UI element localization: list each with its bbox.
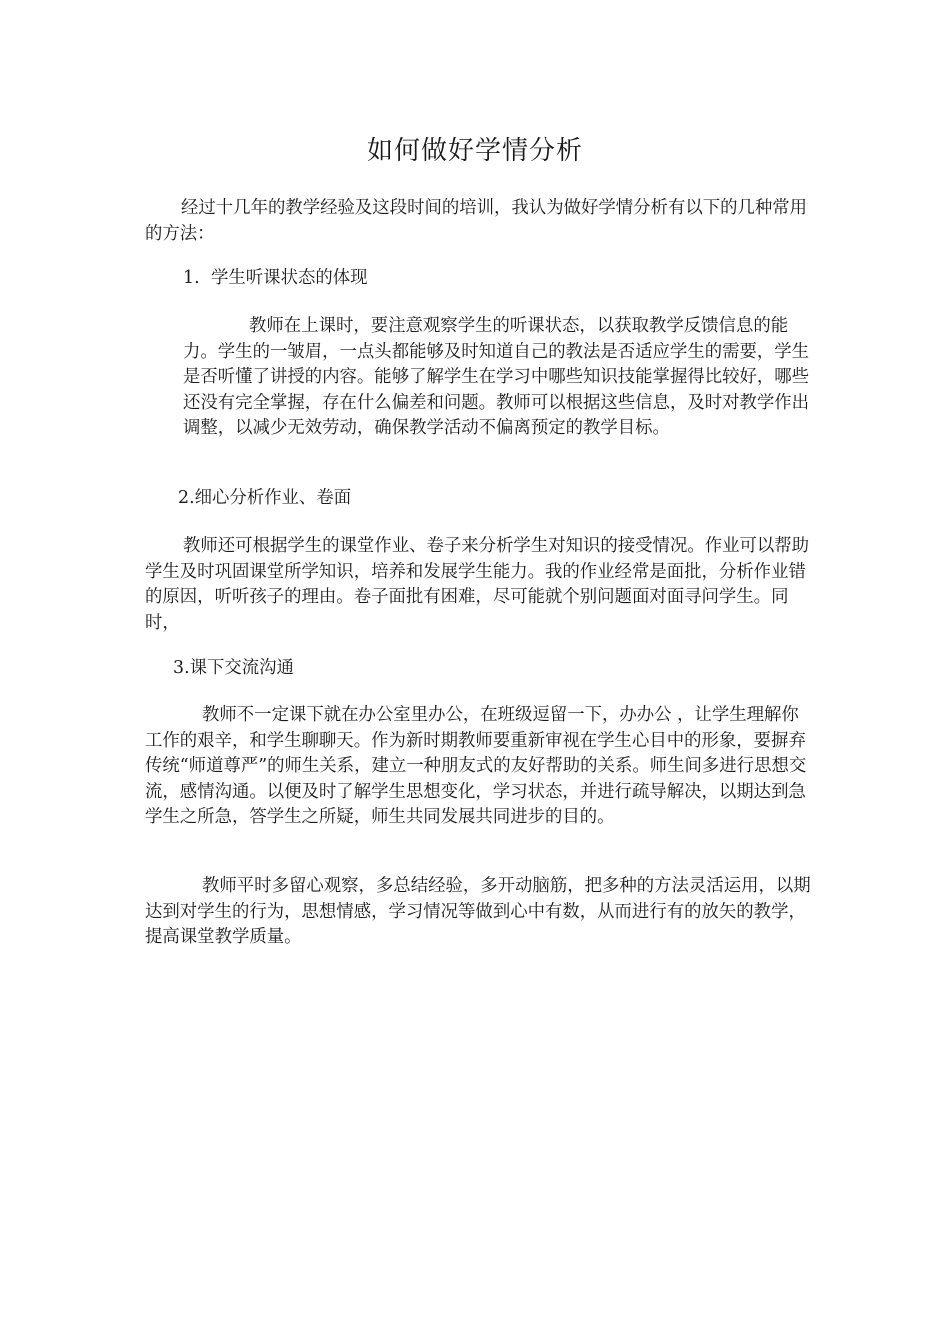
section-1-body: 教师在上课时，要注意观察学生的听课状态，以获取教学反馈信息的能力。学生的一皱眉，一点头都能够及时知道自己的教法是否适应学生的需要，学生是否听懂了讲授的内容。能够了解学生在学习中哪些知识技能掌握得比较好，哪些还没有完全掌握，存在什么偏差和问题。教师可以根据这些信息，及时对教学作出调整，以减少无效劳动，确保教学活动不偏离预定的教学目标。	[183, 316, 810, 439]
section-2-body: 教师还可根据学生的课堂作业、卷子来分析学生对知识的接受情况。作业可以帮助学生及时巩固课堂所学知识，培养和发展学生能力。我的作业经常是面批，分析作业错的原因，听听孩子的理由。卷子面批有困难，尽可能就个别问题面对面寻问学生。同时，	[145, 536, 810, 633]
section-2-heading: 2.细心分析作业、卷面	[178, 488, 352, 508]
section-3-body: 教师不一定课下就在办公室里办公，在班级逗留一下，办办公 ，让学生理解你工作的艰辛，和学生聊聊天。作为新时期教师要重新审视在学生心目中的形象，要摒弃传统“师道尊严”的师生关系，建立一种朋友式的友好帮助的关系。师生间多进行思想交流，感情沟通。以便及时了解学生思想变化，学习状态，并进行疏导解决，以期达到急学生之所急，答学生之所疑，师生共同发展共同进步的目的。	[145, 705, 807, 828]
section-1-heading-text: 学生听课状态的体现	[211, 268, 368, 288]
document-title: 如何做好学情分析	[366, 136, 583, 166]
intro-paragraph: 经过十几年的教学经验及这段时间的培训，我认为做好学情分析有以下的几种常用的方法：	[145, 198, 808, 244]
section-1-heading	[183, 266, 783, 292]
section-1-number: 1.	[183, 268, 200, 288]
section-3-heading: 3.课下交流沟通	[173, 658, 294, 678]
closing-paragraph: 教师平时多留心观察，多总结经验，多开动脑筋，把多种的方法灵活运用，以期达到对学生的行为，思想情感，学习情况等做到心中有数，从而进行有的放矢的教学，提高课堂教学质量。	[145, 876, 811, 948]
